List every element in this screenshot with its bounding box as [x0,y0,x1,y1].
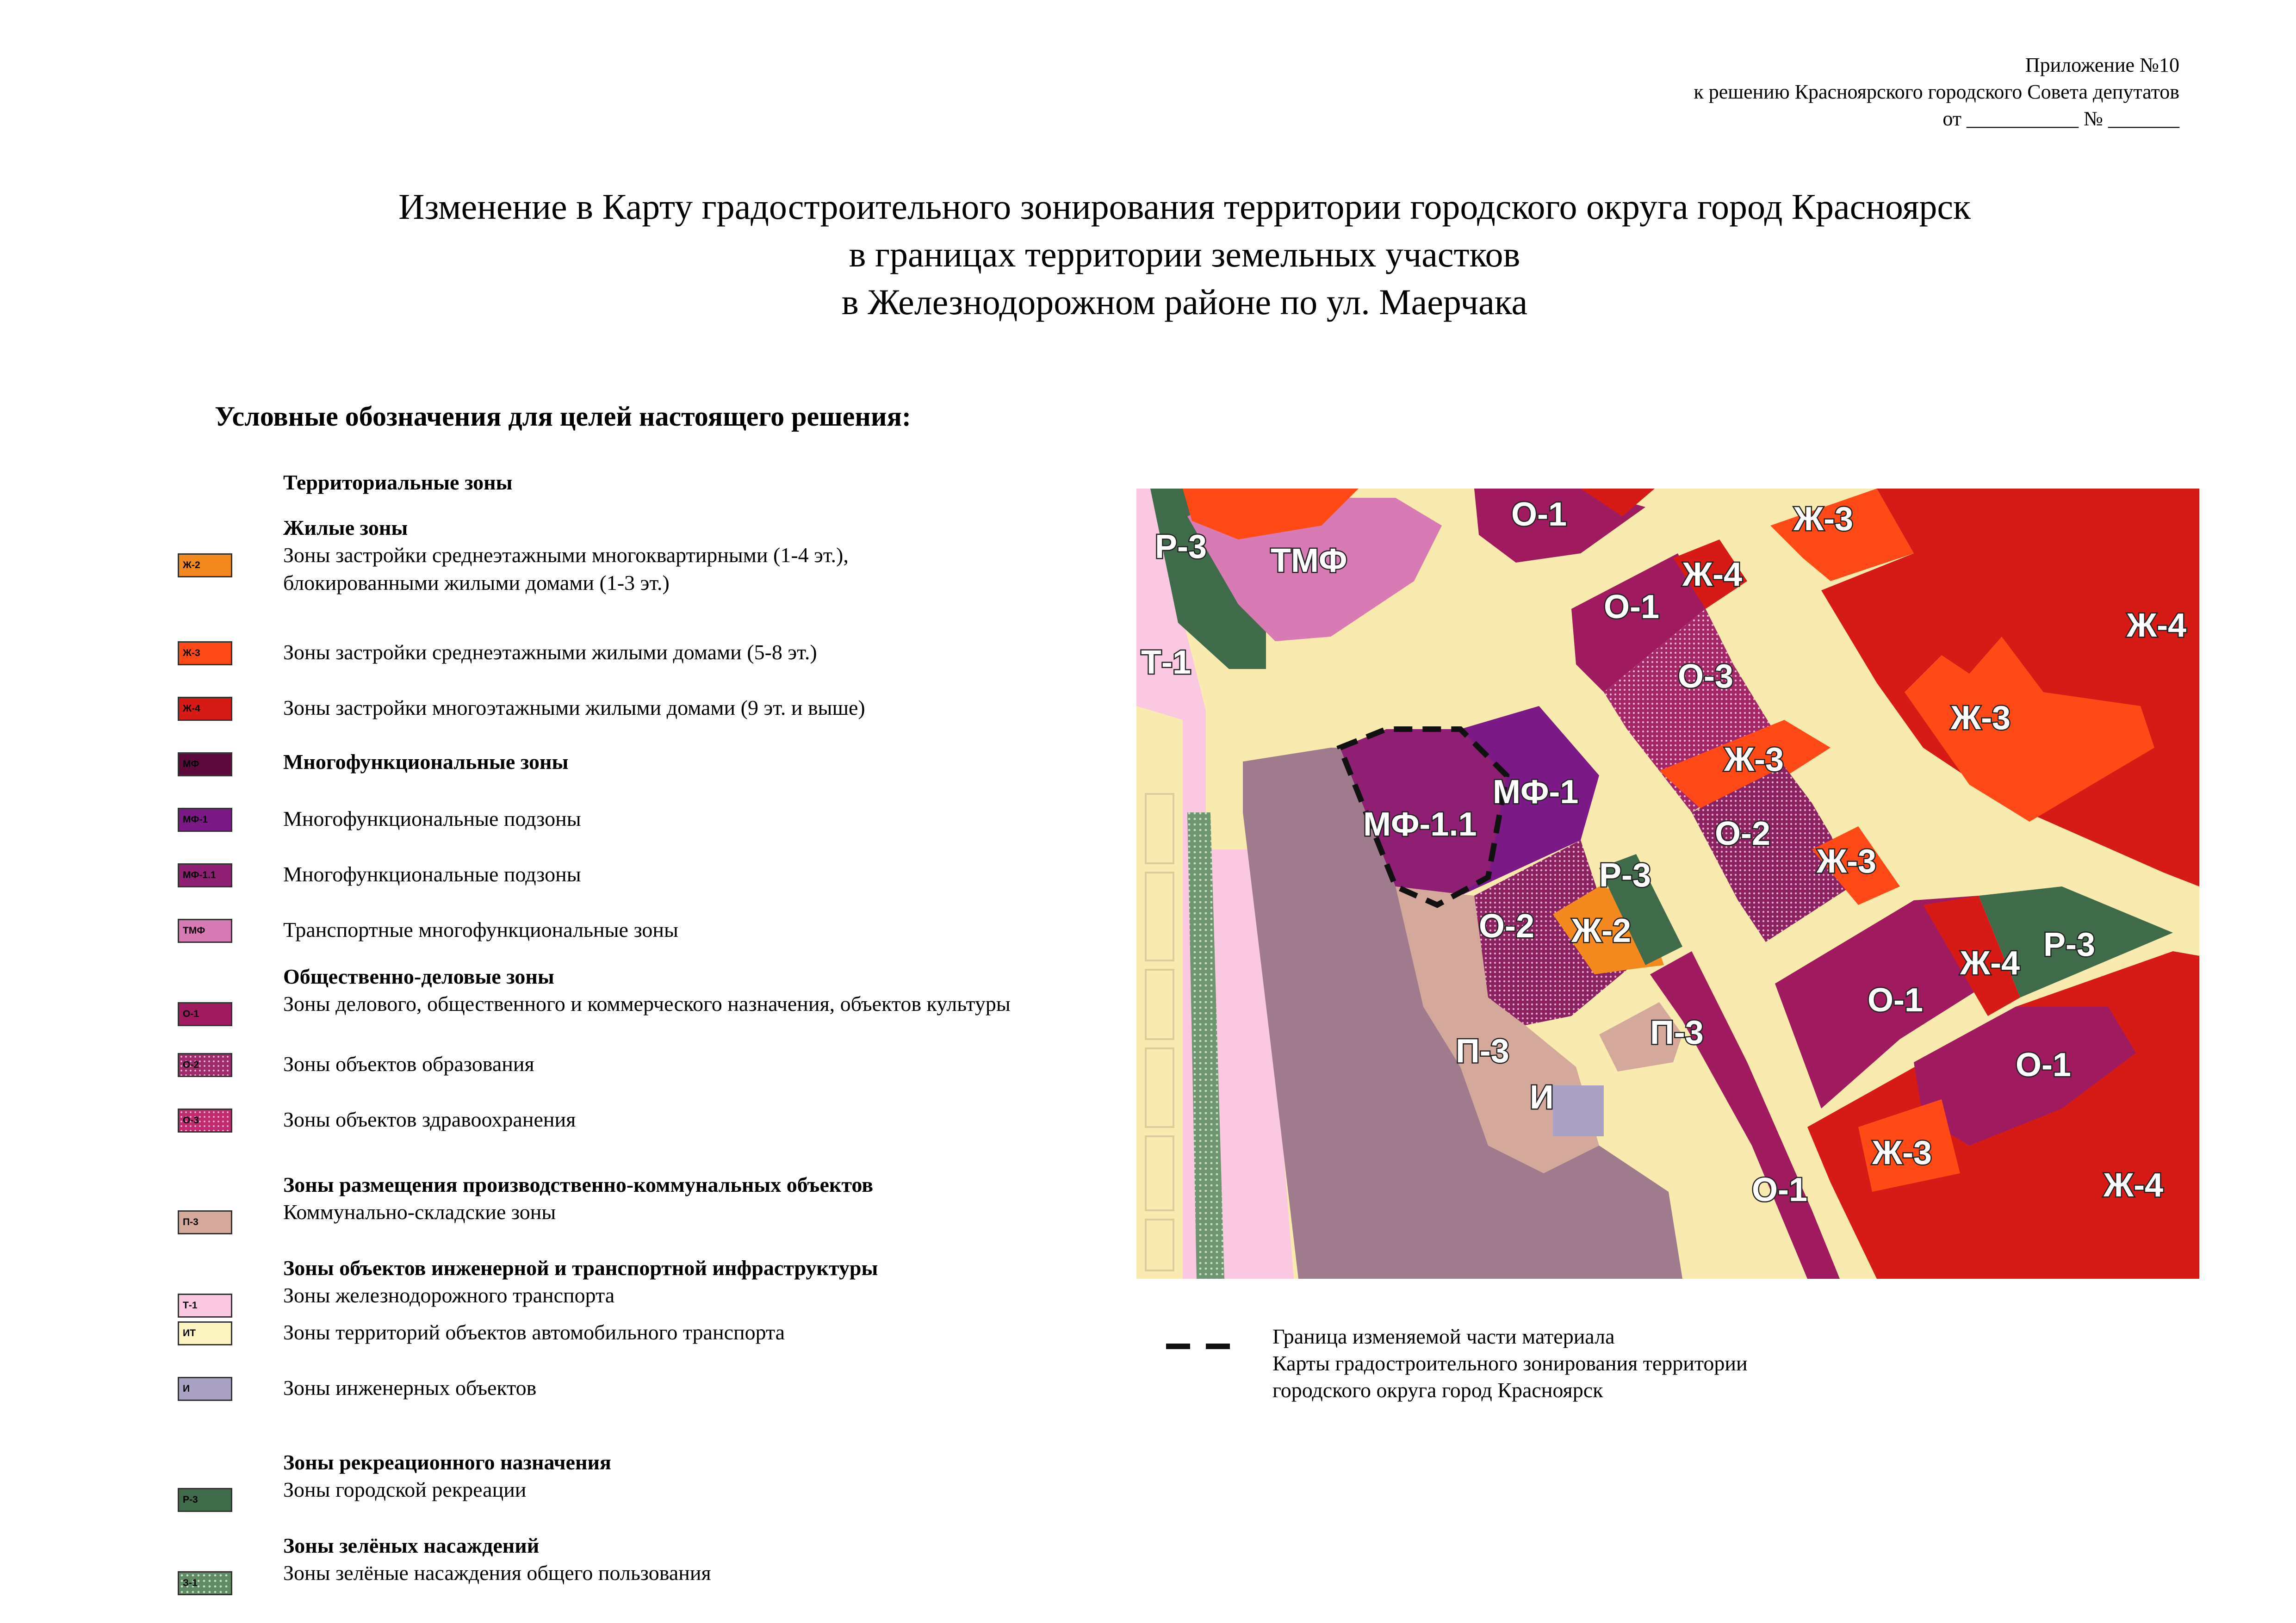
map-label-p3a: П-3 [1456,1033,1509,1070]
map-label-o1d: О-1 [1752,1171,1808,1208]
legend-item-label: Зоны застройки многоэтажными жилыми домами (9 эт. и выше) [283,696,865,719]
legend-item-label: Многофункциональные подзоны [283,862,581,886]
legend-swatch-code: МФ-1.1 [183,870,216,880]
map-label-zh3b: Ж-3 [1951,700,2011,737]
zoning-map [1136,489,2199,1279]
legend-swatch [178,697,232,721]
zoning-map-canvas [1136,489,2199,1279]
title-line-2: в границах территории земельных участков [849,234,1520,274]
legend-swatch [178,1571,232,1595]
legend-swatch-code: Ж-2 [183,560,200,570]
appendix-number: Приложение №10 [2025,54,2179,76]
legend-swatch [178,1488,232,1512]
boundary-legend-text: Граница изменяемой части материала Карты градостроительного зонирования территории городского округа город Красноярск [1272,1325,1748,1402]
decision-date-number: от ___________ № _______ [1942,107,2179,130]
title-line-1: Изменение в Карту градостроительного зонирования территории городского округа город Красноярск [398,186,1971,227]
legend-group-heading: Зоны размещения производственно-коммунальных объектов [283,1173,874,1196]
legend-swatch-code: О-2 [183,1059,199,1070]
map-label-zh4c: Ж-4 [1960,945,2020,982]
legend-item-label: Зоны территорий объектов автомобильного транспорта [283,1320,785,1344]
legend-item-label: Зоны застройки среднеэтажными жилыми домами (5-8 эт.) [283,640,817,664]
legend-swatch [178,1321,232,1345]
legend-swatch-code: Ж-3 [183,648,200,658]
legend-swatch [178,553,232,577]
legend-swatch-code: И [183,1383,190,1394]
map-label-o2b: О-2 [1479,908,1535,945]
legend-swatch [178,1053,232,1077]
legend-swatch [178,641,232,665]
legend-territorial-heading: Территориальные зоны [283,471,513,494]
map-label-zh4d: Ж-4 [2104,1167,2164,1204]
document-header [1694,52,2179,132]
legend-item-label: Зоны городской рекреации [283,1478,527,1501]
legend-swatch [178,863,232,887]
legend-swatch-code: Р-3 [183,1494,198,1505]
map-label-o1b: О-1 [1604,588,1660,626]
legend-swatch [178,1109,232,1133]
legend-group-heading: Зоны рекреационного назначения [283,1450,611,1474]
legend-item-label: Транспортные многофункциональные зоны [283,918,678,942]
decision-reference: к решению Красноярского городского Совета депутатов [1694,81,2179,103]
map-label-zh3d: Ж-3 [1817,843,1877,880]
map-label-zh4b: Ж-4 [2127,607,2187,644]
legend-swatch-code: П-3 [183,1217,199,1227]
legend-group-heading: Жилые зоны [283,516,408,539]
legend-heading: Условные обозначения для целей настоящего решения: [215,401,912,432]
legend-swatch [178,919,232,943]
map-label-zh3a: Ж-3 [1793,501,1854,538]
legend [0,0,1138,1623]
legend-swatch-code: МФ-1 [183,814,208,825]
map-label-i: И [1530,1079,1554,1116]
map-label-o1e: О-1 [2016,1047,2072,1084]
title-line-3: в Железнодорожном районе по ул. Маерчака [841,282,1528,322]
legend-item-label: Зоны инженерных объектов [283,1376,537,1400]
legend-group-heading: Зоны объектов инженерной и транспортной инфраструктуры [283,1256,878,1280]
legend-item-label: Зоны объектов здравоохранения [283,1108,576,1131]
map-label-r3c: Р-3 [2043,926,2096,963]
legend-swatch [178,1210,232,1234]
map-label-r3a: Р-3 [1155,528,1207,565]
legend-swatch-code: МФ [183,759,199,769]
legend-item-label: Зоны зелёные насаждения общего пользования [283,1561,711,1585]
legend-swatch [178,808,232,832]
legend-swatch [178,1377,232,1401]
zone-i [1553,1085,1604,1136]
legend-swatch-code: Ж-4 [183,703,200,714]
map-label-mf11: МФ-1.1 [1363,806,1477,843]
map-label-o1c: О-1 [1868,982,1924,1019]
map-label-zh3e: Ж-3 [1872,1134,1932,1171]
legend-swatch [178,752,232,776]
legend-item-label: Многофункциональные зоны [283,750,569,774]
map-label-t1: Т-1 [1141,644,1191,681]
legend-item-label: Зоны делового, общественного и коммерческого назначения, объектов культуры [283,992,1011,1016]
map-label-tmf: ТМФ [1271,542,1347,579]
legend-swatch-code: О-3 [183,1115,199,1126]
legend-item-label: Многофункциональные подзоны [283,807,581,830]
map-label-zh3c: Ж-3 [1724,741,1784,778]
boundary-legend [1157,1323,1990,1416]
map-label-zh4a: Ж-4 [1682,556,1743,593]
map-label-r3b: Р-3 [1599,857,1651,894]
legend-swatch-code: З-1 [183,1578,198,1588]
legend-group-heading: Общественно-деловые зоны [283,965,554,988]
map-label-o2a: О-2 [1715,815,1771,852]
map-label-o3: О-3 [1678,658,1734,695]
map-label-zh2: Ж-2 [1571,912,1632,949]
legend-item-label: Зоны железнодорожного транспорта [283,1283,615,1307]
dashed-line-sample [1166,1344,1231,1349]
legend-swatch [178,1294,232,1318]
legend-group-heading: Зоны зелёных насаждений [283,1534,540,1557]
map-label-mf1: МФ-1 [1493,774,1579,811]
legend-item-label: Зоны объектов образования [283,1052,534,1076]
legend-swatch-code: ТМФ [183,925,205,936]
legend-swatch-code: О-1 [183,1009,199,1019]
legend-swatch [178,1002,232,1026]
map-label-o1a: О-1 [1511,496,1567,533]
legend-item-label: Зоны застройки среднеэтажными многоквартирными (1-4 эт.), блокированными жилыми домами (1-3 эт.) [283,543,849,595]
map-label-p3b: П-3 [1650,1014,1704,1051]
legend-item-label: Коммунально-складские зоны [283,1200,556,1224]
legend-swatch-code: ИТ [183,1328,196,1338]
legend-swatch-code: Т-1 [183,1300,198,1311]
